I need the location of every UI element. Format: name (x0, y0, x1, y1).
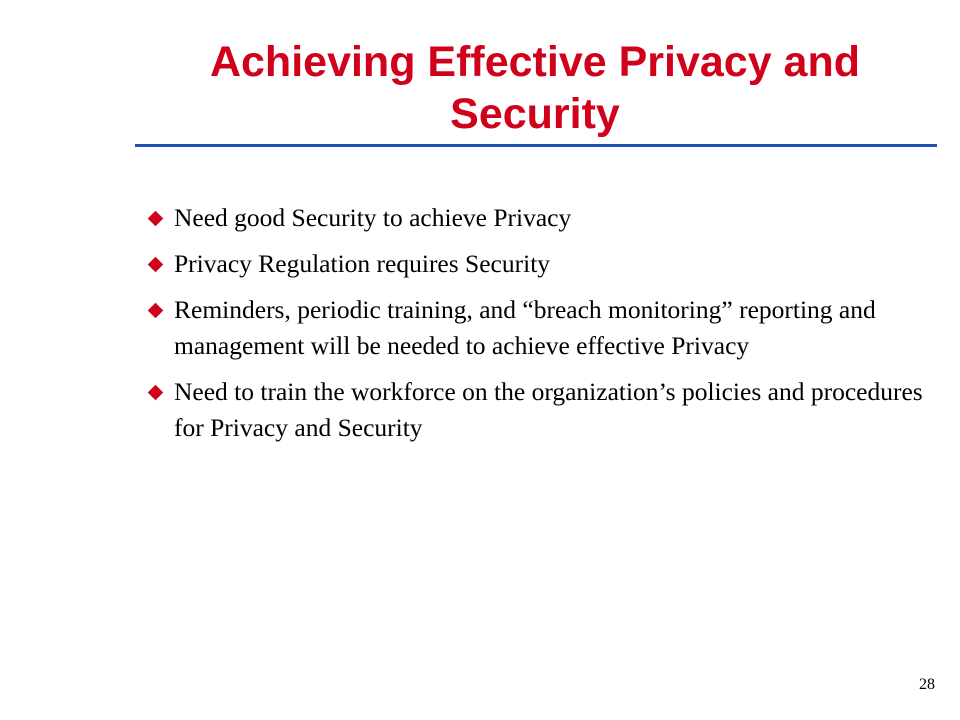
bullet-text: Privacy Regulation requires Security (174, 249, 551, 278)
bullet-item (148, 374, 928, 446)
slide-title: Achieving Effective Privacy and Security (209, 38, 861, 138)
bullet-item (148, 292, 928, 364)
diamond-bullet-icon (148, 303, 164, 319)
page-number: 28 (919, 676, 935, 693)
bullet-item (148, 246, 928, 282)
bullet-text: Need good Security to achieve Privacy (174, 203, 572, 232)
bullet-list (148, 200, 928, 456)
diamond-bullet-icon (148, 257, 164, 273)
diamond-bullet-icon (148, 385, 164, 401)
bullet-text: Need to train the workforce on the organization’s policies and procedures for Privacy and Security (174, 377, 923, 442)
bullet-item (148, 200, 928, 236)
bullet-text: Reminders, periodic training, and “breach monitoring” reporting and management will be needed to achieve effective Privacy (174, 295, 876, 360)
title-divider (135, 144, 937, 147)
diamond-bullet-icon (148, 211, 164, 227)
